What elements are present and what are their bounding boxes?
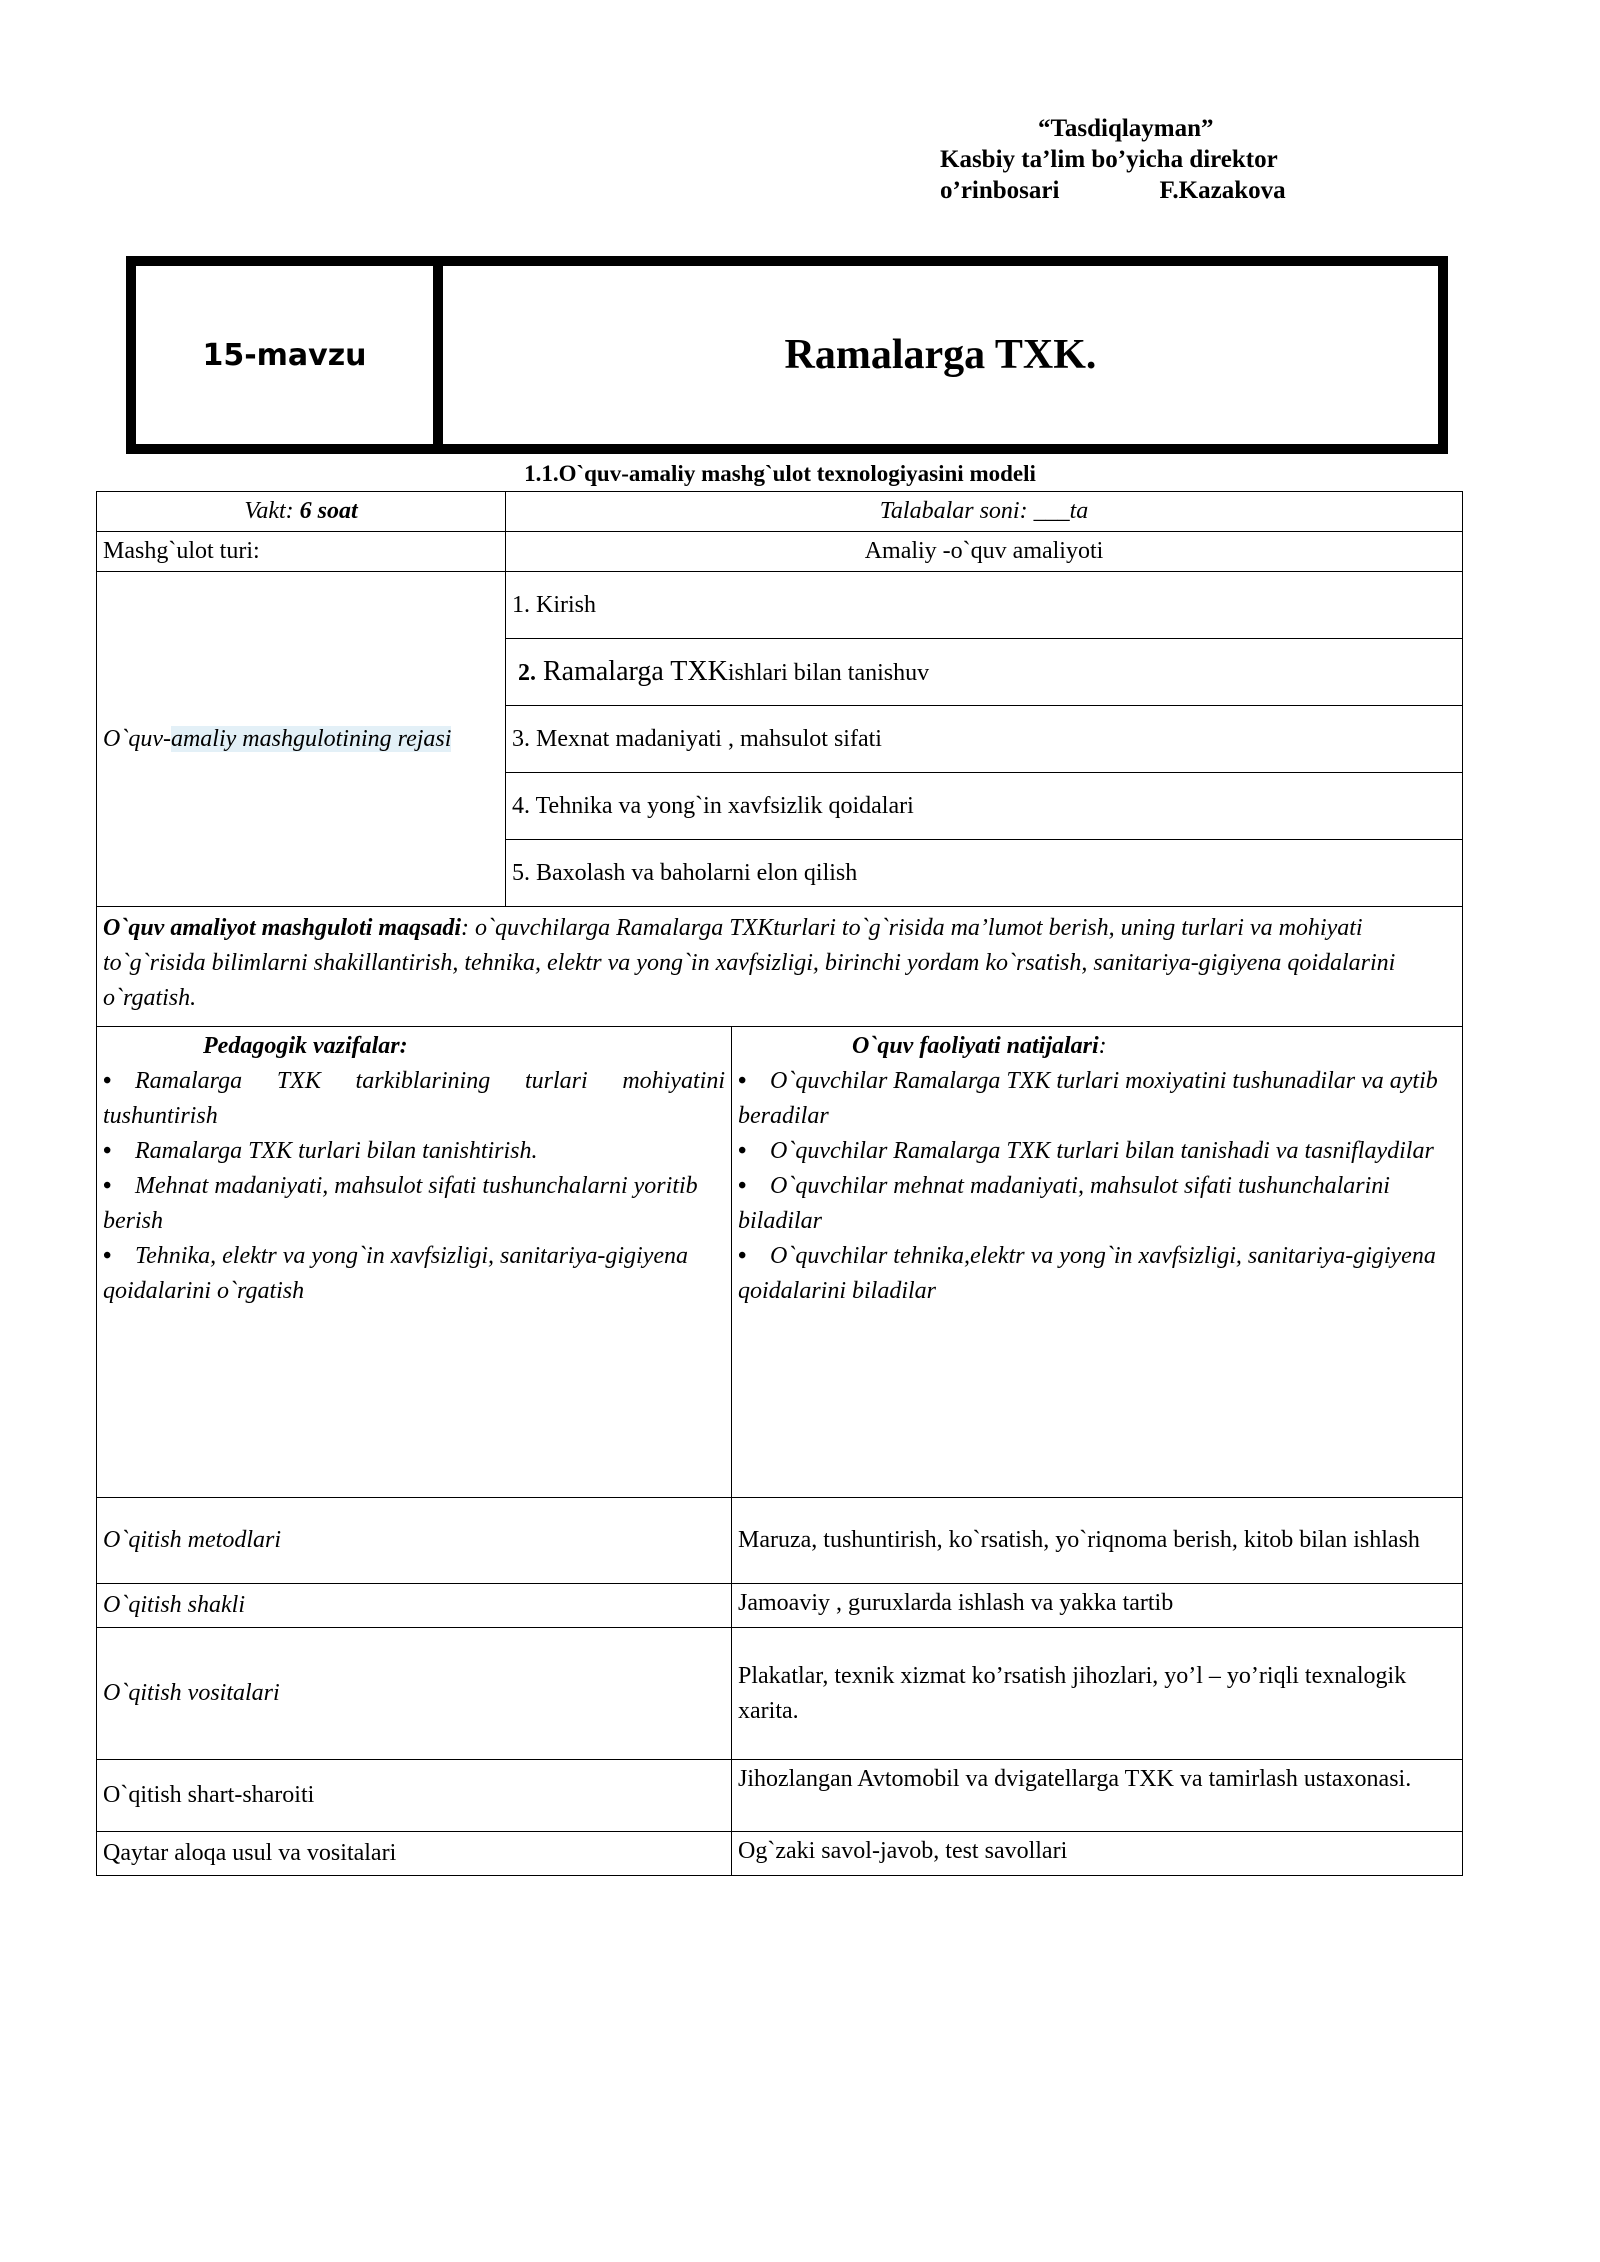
tools-label: O`qitish vositalari xyxy=(97,1628,732,1760)
conditions-label: O`qitish shart-sharoiti xyxy=(97,1760,732,1832)
result-item: • O`quvchilar mehnat madaniyati, mahsulot sifati tushunchalarini biladilar xyxy=(738,1169,1456,1239)
task-item: • Mehnat madaniyati, mahsulot sifati tushunchalarni yoritib berish xyxy=(103,1169,725,1239)
learning-results-heading xyxy=(738,1029,1456,1064)
students-count: Talabalar soni: ___ta xyxy=(506,492,1463,532)
goal-cell xyxy=(97,907,1463,1027)
approval-position: Kasbiy ta’lim bo’yicha direktor xyxy=(940,146,1278,173)
lesson-type-value: Amaliy -o`quv amaliyoti xyxy=(506,532,1463,572)
feedback-label: Qaytar aloqa usul va vositalari xyxy=(97,1832,732,1876)
plan-item-2-title: Ramalarga TXK xyxy=(536,655,728,687)
pedagogic-tasks-list xyxy=(103,1064,725,1309)
feedback-row xyxy=(97,1832,1463,1876)
learning-results-cell xyxy=(732,1027,1463,1498)
result-item: • O`quvchilar Ramalarga TXK turlari moxiyatini tushunadilar va aytib beradilar xyxy=(738,1064,1456,1134)
learning-results-title: O`quv faoliyati natijalari xyxy=(852,1033,1099,1059)
plan-item-5: 5. Baxolash va baholarni elon qilish xyxy=(512,859,858,886)
plan-label-part1: O`quv- xyxy=(103,725,171,752)
conditions-value: Jihozlangan Avtomobil va dvigatellarga TXK va tamirlash ustaxonasi. xyxy=(732,1760,1463,1832)
pedagogic-tasks-cell xyxy=(97,1027,732,1498)
learning-results-list xyxy=(738,1064,1456,1309)
plan-item-2-number: 2. xyxy=(518,659,536,686)
task-item: • Ramalarga TXK tarkiblarining turlari mohiyatini tushuntirish xyxy=(103,1064,725,1134)
plan-item-1: 1. Kirish xyxy=(506,572,1462,639)
plan-item-4: 4. Tehnika va yong`in xavfsizlik qoidalari xyxy=(506,773,1462,840)
form-label: O`qitish shakli xyxy=(97,1584,732,1628)
tasks-results-row xyxy=(97,1027,1463,1498)
plan-label-part2: amaliy mashgulotining rejasi xyxy=(170,725,452,752)
tools-value: Plakatlar, texnik xizmat ko’rsatish jihozlari, yo’l – yo’riqli texnalogik xarita. xyxy=(732,1628,1463,1760)
plan-item-2 xyxy=(506,639,1462,706)
time-value: 6 soat xyxy=(299,498,358,524)
result-item: • O`quvchilar tehnika,elektr va yong`in xavfsizligi, sanitariya-gigiyena qoidalarini biladilar xyxy=(738,1239,1456,1309)
result-item: • O`quvchilar Ramalarga TXK turlari bilan tanishadi va tasniflaydilar xyxy=(738,1134,1456,1169)
form-row xyxy=(97,1584,1463,1628)
approver-name: F.Kazakova xyxy=(1159,177,1286,204)
lesson-type-row xyxy=(97,532,1463,572)
model-title: 1.1.O`quv-amaliy mashg`ulot texnologiyasini modeli xyxy=(524,461,1036,486)
time-cell xyxy=(97,492,506,532)
form-value: Jamoaviy , guruxlarda ishlash va yakka tartib xyxy=(732,1584,1463,1628)
methods-row xyxy=(97,1498,1463,1584)
goal-row xyxy=(97,907,1463,1027)
approval-position-end: o’rinbosari xyxy=(940,177,1060,204)
approval-signature-line xyxy=(940,175,1360,206)
plan-item-2-text: ishlari bilan tanishuv xyxy=(727,659,930,686)
methods-label: O`qitish metodlari xyxy=(97,1498,732,1584)
topic-number: 15-mavzu xyxy=(136,266,443,444)
time-label: Vakt: xyxy=(244,498,300,524)
plan-items-cell xyxy=(506,572,1463,907)
methods-value: Maruza, tushuntirish, ko`rsatish, yo`riqnoma berish, kitob bilan ishlash xyxy=(732,1498,1463,1584)
learning-results-colon: : xyxy=(1098,1033,1107,1059)
lesson-model-table xyxy=(96,491,1463,1876)
conditions-row xyxy=(97,1760,1463,1832)
goal-text: : o`quvchilarga Ramalarga TXKturlari to`g`risida ma’lumot berish, uning turlari va mohiyati to`g`risida bilimlarni shakillantirish, tehnika, elektr va yong`in xavfsizligi, birinchi yordam ko`rsatish, sanitariya-gigiyena qoidalarini o`rgatish. xyxy=(103,915,1396,1011)
plan-row xyxy=(97,572,1463,907)
pedagogic-tasks-title: Pedagogik vazifalar: xyxy=(203,1033,408,1059)
goal-label: O`quv amaliyot mashguloti maqsadi xyxy=(103,915,462,941)
feedback-value: Og`zaki savol-javob, test savollari xyxy=(732,1832,1463,1876)
approval-title: “Tasdiqlayman” xyxy=(1038,115,1214,142)
topic-header-box xyxy=(126,256,1448,454)
task-item: • Ramalarga TXK turlari bilan tanishtirish. xyxy=(103,1134,725,1169)
topic-title: Ramalarga TXK. xyxy=(784,332,1097,378)
tools-row xyxy=(97,1628,1463,1760)
approval-block xyxy=(940,113,1360,206)
plan-label xyxy=(97,572,506,907)
plan-items xyxy=(506,572,1462,906)
time-row xyxy=(97,492,1463,532)
lesson-type-label: Mashg`ulot turi: xyxy=(97,532,506,572)
task-item: • Tehnika, elektr va yong`in xavfsizligi, sanitariya-gigiyena qoidalarini o`rgatish xyxy=(103,1239,725,1309)
plan-item-3: 3. Mexnat madaniyati , mahsulot sifati xyxy=(506,706,1462,773)
